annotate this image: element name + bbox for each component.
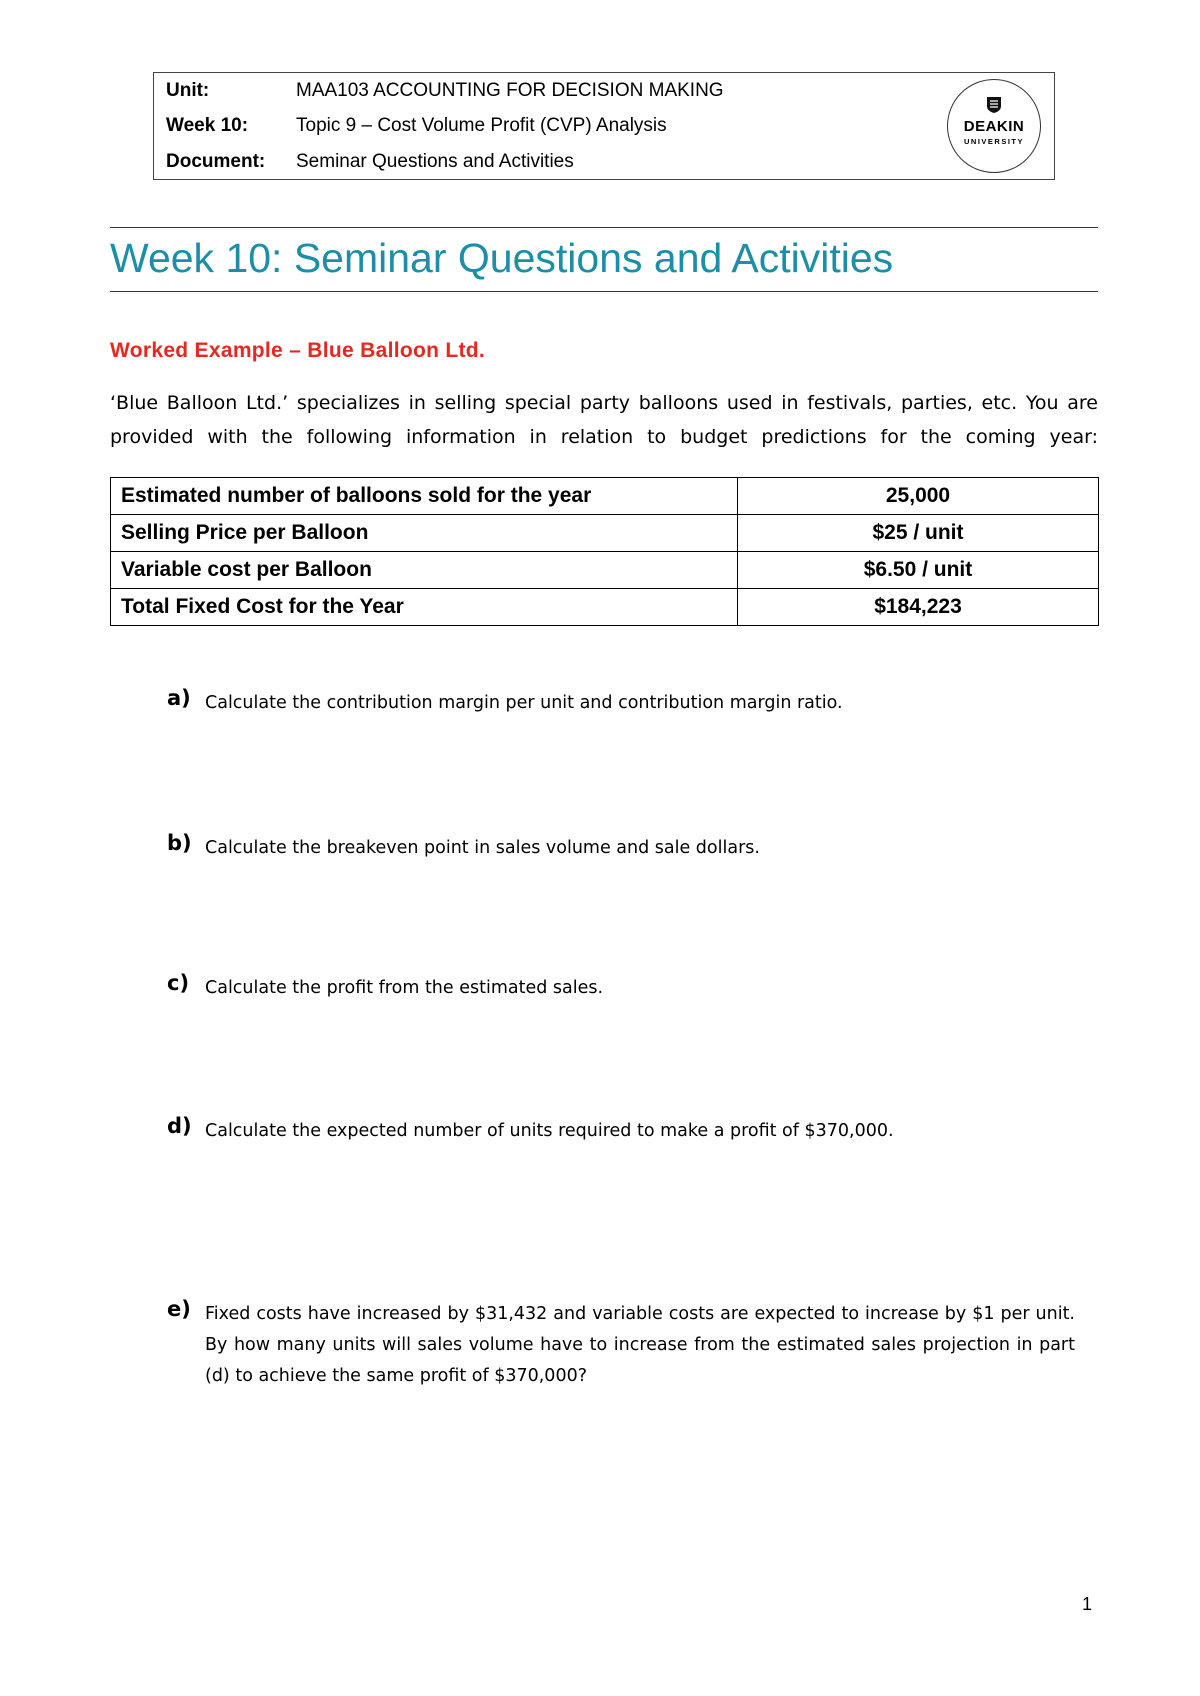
question-letter: c)	[167, 971, 190, 995]
table-label: Variable cost per Balloon	[111, 552, 738, 589]
table-label: Estimated number of balloons sold for the year	[111, 478, 738, 515]
page-title: Week 10: Seminar Questions and Activities	[110, 235, 894, 281]
question-letter: e)	[167, 1297, 191, 1321]
header-week-row	[166, 114, 667, 138]
unit-label: Unit:	[166, 80, 210, 101]
table-row	[111, 478, 1099, 515]
question-text: Calculate the profit from the estimated sales.	[205, 978, 604, 998]
table-label: Total Fixed Cost for the Year	[111, 589, 738, 626]
week-label: Week 10:	[166, 115, 249, 136]
question-text: Calculate the contribution margin per unit and contribution margin ratio.	[205, 693, 843, 713]
header-unit-row	[166, 79, 724, 103]
header-document-row	[166, 150, 574, 174]
document-label: Document:	[166, 151, 266, 172]
shield-icon	[986, 96, 1002, 114]
document-value: Seminar Questions and Activities	[296, 151, 574, 172]
question-text: Fixed costs have increased by $31,432 and variable costs are expected to increase by $1 per unit. By how many units will sales volume have to increase from the estimated sales projection in part (d) to achieve the same profit of $370,000?	[205, 1304, 1075, 1386]
week-value: Topic 9 – Cost Volume Profit (CVP) Analysis	[296, 115, 667, 136]
logo-name: DEAKIN	[963, 118, 1025, 135]
table-value: 25,000	[738, 478, 1099, 515]
table-row	[111, 552, 1099, 589]
intro-line-2: provided with the following information in relation to budget predictions for the coming year:	[110, 426, 1098, 448]
table-value: $184,223	[738, 589, 1099, 626]
table-label: Selling Price per Balloon	[111, 515, 738, 552]
table-row	[111, 515, 1099, 552]
header-box	[153, 72, 1055, 180]
question-letter: d)	[167, 1114, 192, 1138]
budget-table	[110, 477, 1099, 626]
table-row	[111, 589, 1099, 626]
table-value: $6.50 / unit	[738, 552, 1099, 589]
title-rule-bottom	[110, 291, 1098, 292]
worked-example-heading: Worked Example – Blue Balloon Ltd.	[110, 339, 486, 362]
table-value: $25 / unit	[738, 515, 1099, 552]
deakin-logo	[947, 79, 1041, 173]
question-text: Calculate the breakeven point in sales volume and sale dollars.	[205, 838, 760, 858]
unit-value: MAA103 ACCOUNTING FOR DECISION MAKING	[296, 80, 724, 101]
intro-paragraph	[110, 386, 1098, 454]
logo-sub: UNIVERSITY	[963, 137, 1024, 146]
page-number: 1	[1082, 1594, 1093, 1614]
question-text: Calculate the expected number of units required to make a profit of $370,000.	[205, 1121, 894, 1141]
question-letter: b)	[167, 831, 192, 855]
title-rule-top	[110, 227, 1098, 228]
intro-line-1: ‘Blue Balloon Ltd.’ specializes in selling special party balloons used in festivals, parties, etc. You are	[110, 392, 1098, 414]
question-letter: a)	[167, 686, 191, 710]
